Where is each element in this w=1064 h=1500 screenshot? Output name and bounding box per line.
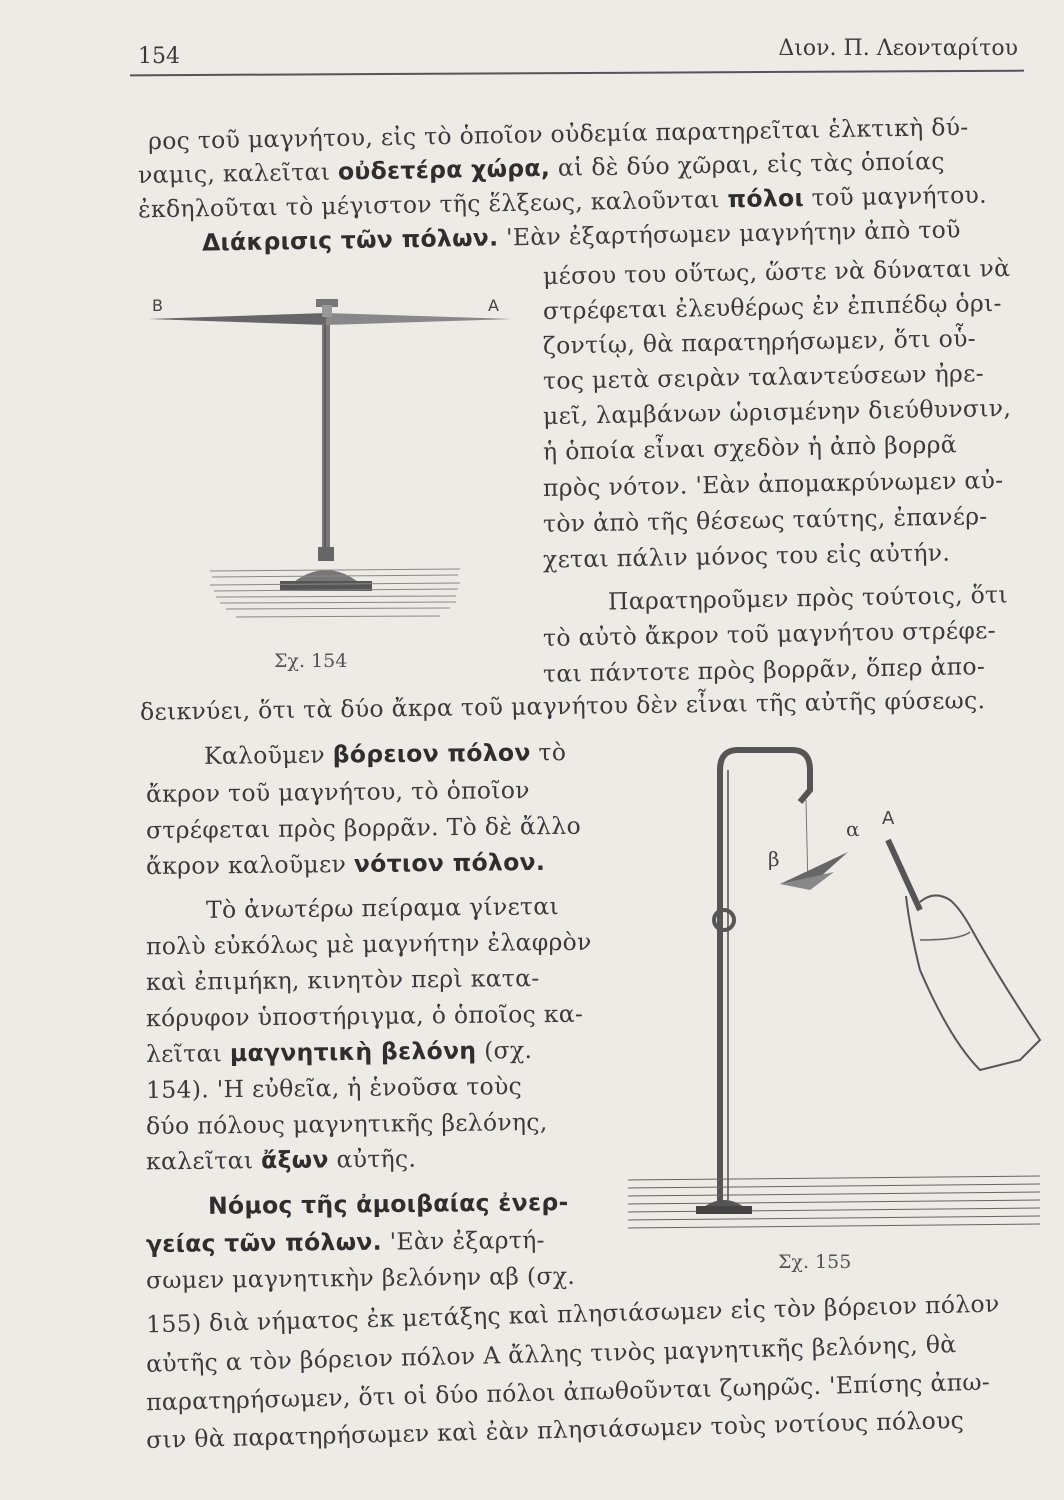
text-line: ἐκδηλοῦται τὸ μέγιστον τῆς ἕλξεως, καλοῦνται πόλοι τοῦ μαγνήτου. [137, 180, 988, 224]
figure-155-suspended-needle [620, 740, 1040, 1273]
text-line: δεικνύει, ὅτι τὰ δύο ἄκρα τοῦ μαγνήτου δὲν εἶναι τῆς αὐτῆς φύσεως. [139, 686, 986, 726]
bold-term: πόλοι [727, 183, 805, 214]
text-line: Παρατηροῦμεν πρὸς τούτοις, ὅτι [607, 580, 1009, 616]
section-heading: γείας τῶν πόλων. [145, 1227, 383, 1259]
bold-term: ἄξων [260, 1145, 329, 1175]
text-line: λεῖται μαγνητικὴ βελόνη (σχ. [145, 1035, 533, 1069]
text-line: στρέφεται ἐλευθέρως ἐν ἐπιπέδῳ ὁρι- [542, 288, 1002, 326]
text-line: 154). 'Η εὐθεῖα, ἡ ἑνοῦσα τοὺς [145, 1072, 523, 1104]
text-line: τὸν ἀπὸ τῆς θέσεως ταύτης, ἐπανέρ- [542, 502, 988, 538]
text-line: χεται πάλιν μόνος του εἰς αὐτήν. [542, 538, 951, 574]
text-line: ἄκρον τοῦ μαγνήτου, τὸ ὁποῖον [145, 775, 530, 809]
text-line: σωμεν μαγνητικὴν βελόνην αβ (σχ. [145, 1261, 576, 1295]
text-line: κόρυφον ὑποστήριγμα, ὁ ὁποῖος κα- [145, 999, 584, 1033]
text-line: πολὺ εὐκόλως μὲ μαγνήτην ἐλαφρὸν [145, 927, 592, 961]
figure-154-caption: Σχ. 154 [274, 650, 348, 672]
text-line: τὸ αὐτὸ ἄκρον τοῦ μαγνήτου στρέφε- [542, 616, 997, 652]
running-header-author: Διον. Π. Λεονταρίτου [778, 36, 1018, 61]
text-line: παρατηρήσωμεν, ὅτι οἱ δύο πόλοι ἀπωθοῦνται ζωηρῶς. 'Επίσης ἀπω- [145, 1367, 991, 1417]
text-line: Διάκρισις τῶν πόλων. 'Εὰν ἐξαρτήσωμεν μαγνήτην ἀπὸ τοῦ [201, 215, 961, 257]
fig155-label-b: β [768, 847, 780, 871]
text-line: ται πάντοτε πρὸς βορρᾶν, ὅπερ ἀπο- [542, 652, 986, 688]
text-line: τος μετὰ σειρὰν ταλαντεύσεων ἠρε- [542, 359, 985, 395]
bold-term: οὐδετέρα χώρα, [337, 153, 551, 186]
text-line: ζοντίῳ, θὰ παρατηρήσωμεν, ὅτι οὗ- [542, 324, 977, 360]
figure-155-caption: Σχ. 155 [778, 1251, 852, 1273]
text-line: καλεῖται ἄξων αὐτῆς. [145, 1144, 417, 1176]
fig154-label-a: A [488, 296, 499, 315]
text-line: δύο πόλους μαγνητικῆς βελόνης, [145, 1107, 548, 1141]
text-line: ἡ ὁποία εἶναι σχεδὸν ἡ ἀπὸ βορρᾶ [542, 430, 958, 466]
text-line: σιν θὰ παρατηρήσωμεν καὶ ἐὰν πλησιάσωμεν τοὺς νοτίους πόλους [145, 1406, 965, 1454]
text-line: ρος τοῦ μαγνήτου, εἰς τὸ ὁποῖον οὐδεμία παρατηρεῖται ἑλκτικὴ δύ- [147, 112, 969, 156]
bold-term: νότιον πόλον. [353, 847, 546, 878]
text-line: ἄκρον καλοῦμεν νότιον πόλον. [145, 847, 546, 881]
text-line: ναμις, καλεῖται οὐδετέρα χώρα, αἱ δὲ δύο χῶραι, εἰς τὰς ὁποίας [137, 146, 945, 190]
fig154-label-b: B [152, 296, 163, 315]
text-line: καὶ ἐπιμήκη, κινητὸν περὶ κατα- [145, 963, 540, 997]
text-line: αὐτῆς α τὸν βόρειον πόλον Α ἄλλης τινὸς μαγνητικῆς βελόνης, θὰ [145, 1330, 957, 1378]
text-line: Τὸ ἀνωτέρω πείραμα γίνεται [205, 892, 560, 924]
fig155-label-capital-a: A [882, 808, 895, 829]
text-line: στρέφεται πρὸς βορρᾶν. Τὸ δὲ ἄλλο [145, 811, 582, 845]
section-heading: Διάκρισις τῶν πόλων. [201, 223, 499, 257]
text-line [208, 1188, 569, 1220]
text-line: 155) διὰ νήματος ἐκ μετάξης καὶ πλησιάσωμεν εἰς τὸν βόρειον πόλον [145, 1289, 1000, 1339]
figure-154-magnetic-needle [140, 285, 520, 672]
page-number: 154 [138, 44, 180, 69]
text-line: μέσου του οὕτως, ὥστε νὰ δύναται νὰ [542, 253, 1011, 291]
text-line: μεῖ, λαμβάνων ὡρισμένην διεύθυνσιν, [542, 393, 1012, 431]
text-line: πρὸς νότον. 'Εὰν ἀπομακρύνωμεν αὐ- [542, 465, 1004, 503]
section-heading: Νόμος τῆς ἀμοιβαίας ἐνερ- [207, 1188, 569, 1220]
bold-term: μαγνητικὴ βελόνη [229, 1036, 477, 1068]
text-line: Καλοῦμεν βόρειον πόλον τὸ [203, 738, 567, 770]
fig155-label-a: α [846, 817, 860, 841]
text-line: γείας τῶν πόλων. 'Εὰν ἐξαρτή- [145, 1225, 545, 1259]
header-rule [130, 70, 1024, 77]
bold-term: βόρειον πόλον [332, 738, 531, 769]
